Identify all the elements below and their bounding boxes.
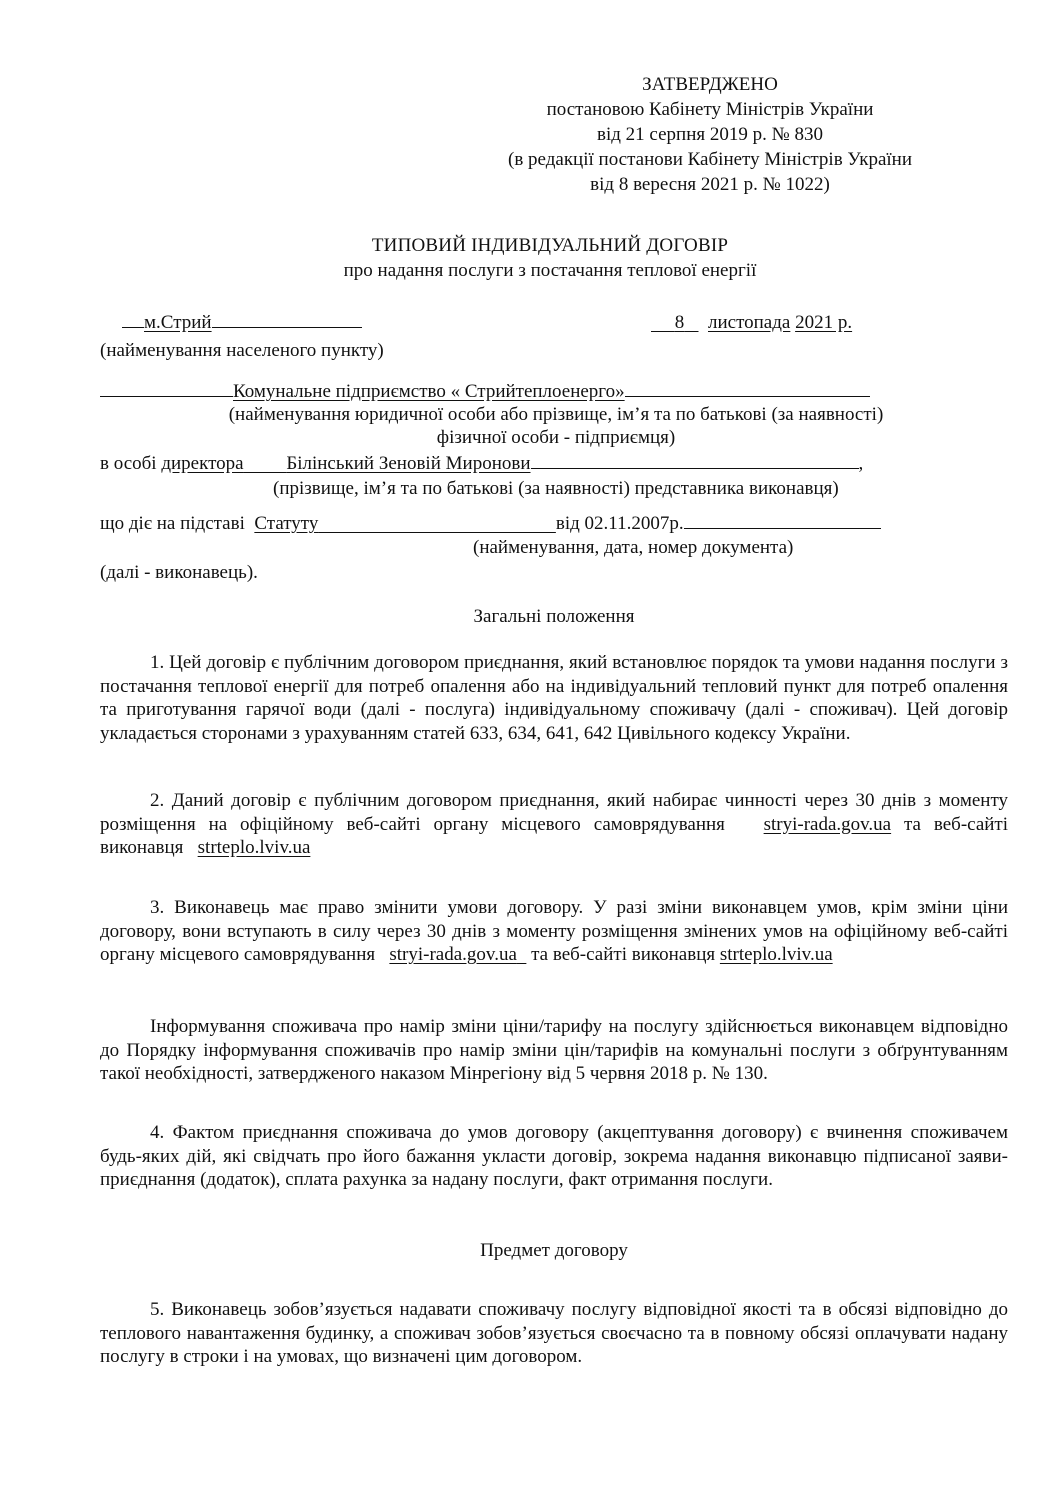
basis-date: від 02.11.2007р. — [555, 513, 684, 534]
document-title — [250, 233, 850, 283]
title-subtitle: про надання послуги з постачання теплової енергії — [343, 260, 757, 281]
blank-line — [122, 326, 144, 328]
blank-line — [212, 326, 362, 328]
executor-caption-2: фізичної особи - підприємця) — [436, 427, 676, 448]
represented-prefix: в особі — [100, 453, 157, 474]
date-day: 8 — [674, 312, 685, 333]
executor-name-line — [100, 381, 960, 403]
approval-line: від 8 вересня 2021 р. № 1022) — [590, 174, 830, 195]
link-strteplo[interactable]: strteplo.lviv.ua — [197, 837, 311, 858]
link-stryi-rada[interactable]: stryi-rada.gov.ua — [763, 813, 892, 835]
paragraph-1: 1. Цей договір є публічним договором приєднання, який встановлює порядок та умови надання послуги з постачання теплової енергії для потреб опалення або на індивідуальний тепловий пункт для потреб опалення та приготування гарячої води (далі - послуга) індивідуальному споживачу (далі - споживач). Цей договір укладається сторонами з урахуванням статей 633, 634, 641, 642 Цивільного кодексу України. — [100, 652, 1008, 744]
approval-block — [470, 72, 950, 197]
city-field: м.Стрий — [144, 312, 212, 333]
basis-caption: (найменування, дата, номер документа) — [473, 537, 794, 558]
approval-line: постановою Кабінету Міністрів України — [546, 99, 874, 120]
representative-name: Білінський Зеновій Миронови — [286, 453, 531, 474]
city-caption: (найменування населеного пункту) — [100, 340, 384, 361]
basis-document: Статуту — [254, 513, 319, 534]
title-main: ТИПОВИЙ ІНДИВІДУАЛЬНИЙ ДОГОВІР — [371, 235, 729, 256]
approval-heading: ЗАТВЕРДЖЕНО — [642, 74, 778, 95]
blank-line — [100, 395, 233, 397]
executor-caption-1: (найменування юридичної особи або прізвище, ім’я та по батькові (за наявності) — [228, 404, 884, 425]
approval-line: від 21 серпня 2019 р. № 830 — [597, 124, 823, 145]
paragraph-4: 4. Фактом приєднання споживача до умов договору (акцептування договору) є вчинення споживачем будь-яких дій, які свідчать про його бажання укласти договір, зокрема надання виконавцю підписаної заяви-приєднання (додаток), сплата рахунка за надану послуги, факт отримання послуги. — [100, 1122, 1008, 1190]
paragraph-3: 3. Виконавець має право змінити умови договору. У разі зміни виконавцем умов, крім зміни ціни договору, вони вступають в силу через 30 днів з моменту розміщення змінених умов на офіційному веб-сайті органу місцевого самоврядування stryi-rada.gov.ua та веб-сайті виконавця strteplo.lviv.ua — [100, 897, 1008, 965]
link-stryi-rada[interactable]: stryi-rada.gov.ua — [389, 944, 517, 965]
date-year: 2021 р. — [795, 312, 853, 333]
section-heading-general: Загальні положення — [473, 606, 635, 627]
date-month: листопада — [708, 312, 791, 333]
approval-line: (в редакції постанови Кабінету Міністрів України — [508, 149, 912, 170]
blank-line — [625, 395, 870, 397]
section-heading-subject: Предмет договору — [480, 1240, 628, 1261]
paragraph-2: 2. Даний договір є публічним договором приєднання, який набирає чинності через 30 днів з моменту розміщення на офіційному веб-сайті органу місцевого самоврядування stryi-rada.gov.ua та веб-сайті виконавця strteplo.lviv.ua — [100, 790, 1009, 858]
blank-line — [684, 527, 881, 529]
position-field: директора — [161, 453, 244, 474]
paragraph-info: Інформування споживача про намір зміни ціни/тарифу на послугу здійснюється виконавцем відповідно до Порядку інформування споживачів про намір зміни цін/тарифів на комунальні послуги з обґрунтуванням такої необхідності, затвердженого наказом Мінрегіону від 5 червня 2018 р. № 130. — [100, 1016, 1008, 1084]
representative-line: в особі директора Білінський Зеновій Миронови , — [100, 453, 864, 474]
date-field — [651, 312, 852, 334]
basis-prefix: що діє на підставі — [100, 513, 245, 534]
blank-line — [531, 467, 859, 469]
basis-line — [100, 513, 960, 535]
link-strteplo[interactable]: strteplo.lviv.ua — [719, 944, 833, 965]
representative-caption: (прізвище, ім’я та по батькові (за наявності) представника виконавця) — [273, 478, 839, 499]
executor-name: Комунальне підприємство « Стрийтеплоенерго» — [233, 381, 625, 402]
hereinafter-executor: (далі - виконавець). — [100, 562, 258, 583]
paragraph-5: 5. Виконавець зобов’язується надавати споживачу послугу відповідної якості та в обсязі відповідно до теплового навантаження будинку, а споживач зобов’язується своєчасно та в повному обсязі оплачувати надану послугу в строки і на умовах, що визначені цим договором. — [100, 1299, 1008, 1367]
